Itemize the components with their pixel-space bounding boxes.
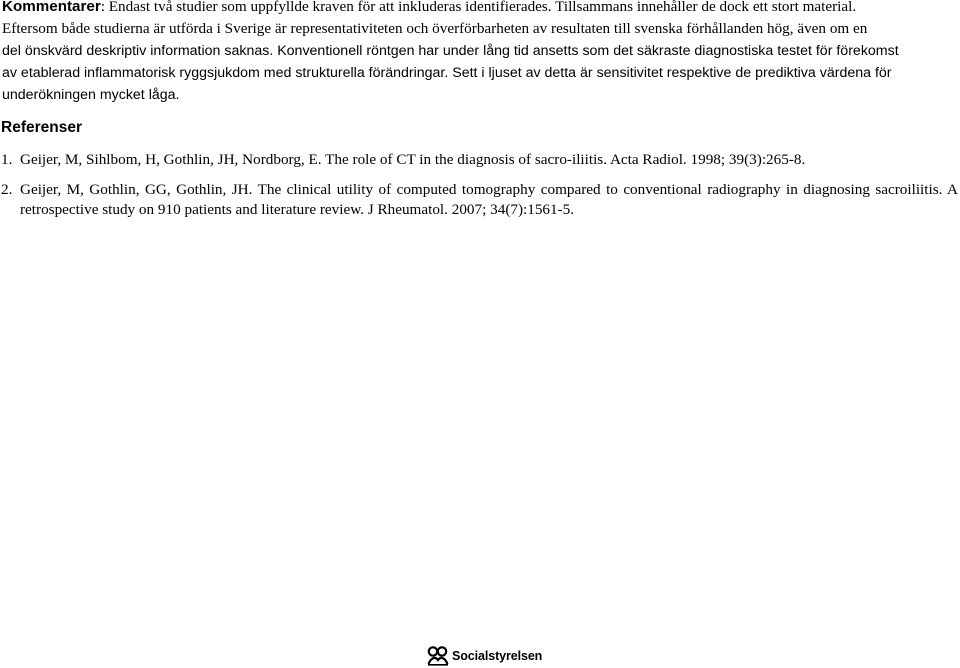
references-heading: Referenser: [1, 119, 82, 136]
logo-text: Socialstyrelsen: [452, 649, 543, 663]
reference-text: Geijer, M, Gothlin, GG, Gothlin, JH. The clinical utility of computed tomography compared to conventional radiography in diagnosing sacroiliitis. A retrospective study on 910 patients and literature review. J Rheumatol. 2007; 34(7):1561-5.: [20, 181, 958, 218]
comment-line-1: [2, 0, 952, 18]
comment-line-4: av etablerad inflammatorisk ryggsjukdom med strukturella förändringar. Sett i ljuset av detta är sensitivitet respektive de prediktiva värdena för: [2, 65, 892, 81]
reference-number: 2.: [1, 181, 13, 198]
reference-number: 1.: [1, 151, 13, 168]
reference-item: [0, 150, 960, 170]
socialstyrelsen-emblem-icon: [427, 646, 449, 666]
comment-line-2: Eftersom både studierna är utförda i Sverige är representativiteten och överförbarheten av resultaten till svenska förhållanden hög, även om en: [2, 20, 868, 37]
comments-section: [2, 0, 952, 106]
comment-line-1-text: : Endast två studier som uppfyllde kraven för att inkluderas identifierades. Tillsammans innehåller de dock ett stort material.: [100, 0, 857, 15]
comments-label: Kommentarer: [2, 0, 101, 15]
reference-item: [0, 180, 960, 220]
reference-text: Geijer, M, Sihlbom, H, Gothlin, JH, Nordborg, E. The role of CT in the diagnosis of sacro-iliitis. Acta Radiol. 1998; 39(3):265-8.: [20, 151, 806, 168]
socialstyrelsen-logo: [427, 645, 542, 667]
references-list: [0, 150, 960, 220]
comment-line-3: del önskvärd deskriptiv information saknas. Konventionell röntgen har under lång tid ansetts som det säkraste diagnostiska testet för förekomst: [2, 43, 899, 59]
comment-line-5: underökningen mycket låga.: [2, 87, 180, 103]
